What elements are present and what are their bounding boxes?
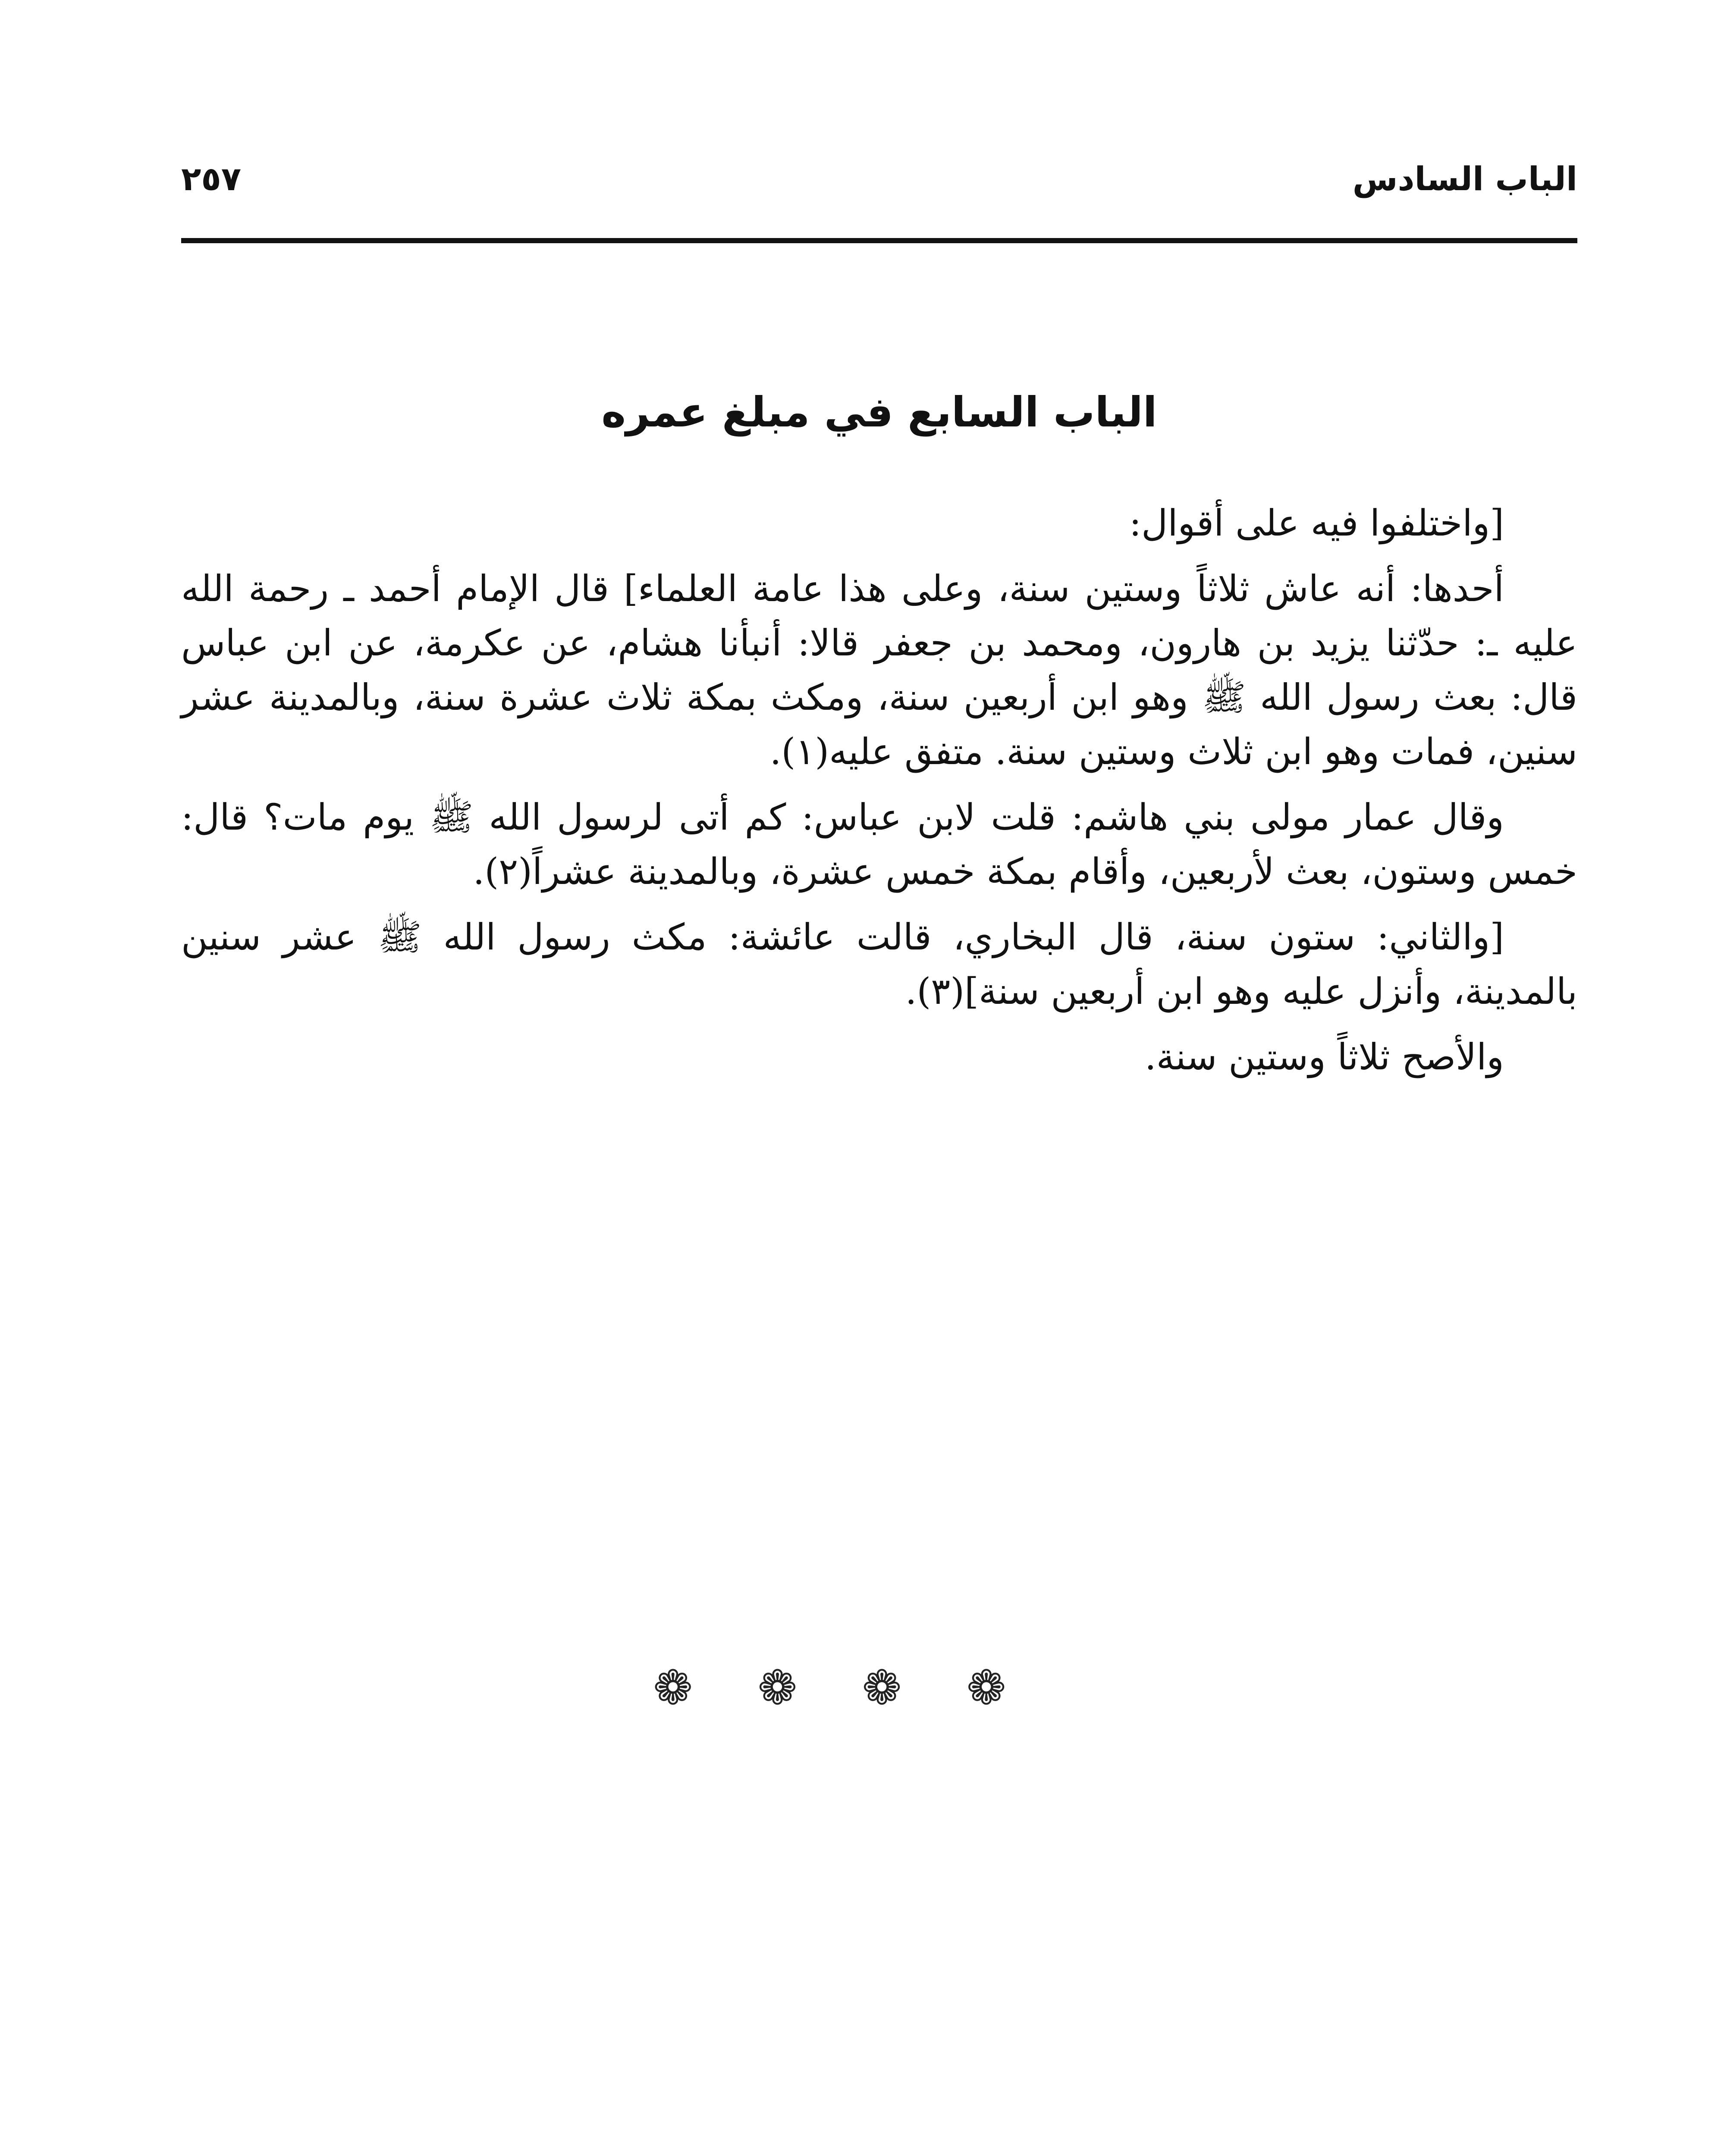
page-number: ٢٥٧ <box>181 160 242 198</box>
paragraph: [والثاني: ستون سنة، قال البخاري، قالت عائشة: مكث رسول الله ﷺ عشر سنين بالمدينة، وأنزل عليه وهو ابن أربعين سنة](٣). <box>181 916 1577 1012</box>
flower-ornament-icon: ❁ <box>653 1660 758 1715</box>
flower-ornament-icon: ❁ <box>757 1660 862 1715</box>
flower-ornament-icon: ❁ <box>966 1660 1071 1715</box>
paragraph: أحدها: أنه عاش ثلاثاً وستين سنة، وعلى هذا عامة العلماء] قال الإمام أحمد ـ رحمة الله عليه ـ: حدّثنا يزيد بن هارون، ومحمد بن جعفر قالا: أنبأنا هشام، عن عكرمة، عن ابن عباس قال: بعث رسول الله ﷺ وهو ابن أربعين سنة، ومكث بمكة ثلاث عشرة سنة، وبالمدينة عشر سنين، فمات وهو ابن ثلاث وستين سنة. متفق عليه(١). <box>181 567 1577 773</box>
body-text <box>181 496 1577 1095</box>
ornament-divider <box>0 1660 1724 1715</box>
paragraph: [واختلفوا فيه على أقوال: <box>1129 502 1504 544</box>
section-title: الباب السابع في مبلغ عمره <box>601 388 1157 436</box>
paragraph: وقال عمار مولى بني هاشم: قلت لابن عباس: كم أتى لرسول الله ﷺ يوم مات؟ قال: خمس وستون، بعث لأربعين، وأقام بمكة خمس عشرة، وبالمدينة عشراً(٢). <box>181 796 1577 893</box>
running-header <box>181 160 1577 211</box>
flower-ornament-icon: ❁ <box>862 1660 967 1715</box>
header-divider <box>181 238 1577 243</box>
chapter-title: الباب السادس <box>1352 160 1577 198</box>
paragraph: والأصح ثلاثاً وستين سنة. <box>1145 1036 1504 1078</box>
